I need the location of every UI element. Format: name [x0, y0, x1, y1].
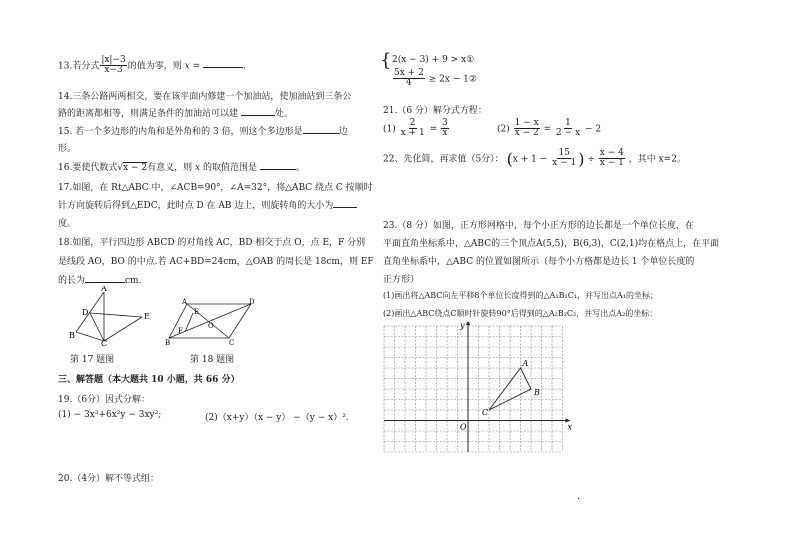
- q22-prefix: 22、先化简，再求值（5分）：: [383, 154, 504, 165]
- question-17-line3: 度。: [58, 219, 77, 229]
- point-label-a: A: [522, 359, 529, 368]
- q21-p2-den1: x − 2: [514, 128, 539, 139]
- grid-axes: [384, 322, 571, 452]
- q14-answer-blank[interactable]: [241, 106, 275, 116]
- fig18-label-f: F: [178, 327, 183, 335]
- q22-op: ÷: [587, 154, 595, 165]
- system-eq2-rhs: ≥ 2x − 1②: [428, 74, 477, 85]
- fig17-segment-ab: [76, 292, 104, 332]
- q14-end: 处。: [274, 109, 293, 119]
- question-22: [383, 149, 686, 169]
- fig18-label-o: O: [208, 322, 214, 330]
- fig18-label-d: D: [249, 298, 255, 306]
- q21-p2-num1: 1 − x: [514, 118, 539, 128]
- section-3-heading: 三、解答题（本大题共 10 小题，共 66 分）: [58, 375, 240, 385]
- q21-p1-frac2: [441, 119, 449, 139]
- question-19-part1: (1) − 3x³+6x²y − 3xy²;: [58, 410, 162, 420]
- q21-p2-den2: 2 − x: [556, 128, 581, 139]
- question-21-part1: [383, 119, 450, 139]
- system-eq2-fraction: [393, 69, 425, 89]
- x-axis-label: x: [567, 422, 573, 432]
- q17-answer-blank[interactable]: [333, 198, 357, 208]
- fig17-label-b: B: [69, 331, 75, 340]
- q21-p2-eq: =: [543, 124, 552, 135]
- fig18-label-e: E: [194, 308, 200, 316]
- q18-unit: cm.: [125, 276, 142, 286]
- q22-num2: x − 4: [599, 148, 624, 158]
- question-23-part1: (1)画出将△ABC向左平移8个单位长度得到的△A₁B₁C₁，并写出点A₁的坐标；: [383, 291, 659, 300]
- q22-frac1: [551, 149, 577, 169]
- question-23-line2: 平面直角坐标系中，△ABC的三个顶点A(5,5)，B(6,3)，C(2,1)均在格点上，在平面: [383, 239, 720, 249]
- question-18-line1: 18.如图，平行四边形 ABCD 的对角线 AC，BD 相交于点 O，点 E，F 分别: [58, 238, 366, 248]
- system-brace: {: [380, 50, 392, 71]
- fig18-label-a: A: [182, 298, 188, 306]
- q15-answer-blank[interactable]: [303, 124, 339, 134]
- q14-text: 路的距离都相等，则满足条件的加油站可以建: [58, 109, 239, 119]
- q21-p2-tail: − 2: [584, 124, 602, 135]
- q13-numerator: |x|−3: [101, 55, 126, 65]
- q22-den2: x − 1: [599, 158, 624, 169]
- y-axis-arrow: [466, 322, 470, 325]
- q21-p2-frac2: [555, 119, 581, 139]
- q21-p1-den2: x: [442, 128, 448, 139]
- question-18-line3: [58, 273, 141, 286]
- figure-17: [62, 286, 162, 346]
- system-eq2: [392, 69, 477, 89]
- q13-fraction: [100, 56, 126, 76]
- q18-answer-blank[interactable]: [85, 273, 125, 283]
- q16-variable: x: [195, 163, 201, 173]
- q22-lparen: (: [506, 149, 513, 169]
- q21-p1-num2: 3: [442, 118, 448, 128]
- q13-variable: x =: [184, 61, 201, 72]
- trailing-dot: ·: [577, 494, 581, 505]
- q21-p1-num1: 2: [409, 118, 416, 128]
- q16-mid: 有意义，则: [147, 163, 193, 173]
- q16-answer-blank[interactable]: [260, 160, 296, 170]
- question-15-line1: [58, 124, 348, 137]
- question-17-line2: [58, 198, 357, 211]
- q16-radicand: x − 2: [123, 163, 148, 173]
- question-14-line2: [58, 106, 293, 119]
- q22-a: x + 1 −: [512, 154, 548, 165]
- question-20-title: 20.（4分）解不等式组：: [58, 474, 160, 484]
- q21-p2-frac1: [514, 119, 540, 139]
- question-23-line1: 23.（8 分）如图，正方形网格中，每个小正方形的边长都是一个单位长度，在: [383, 221, 694, 231]
- system-eq1: 2(x − 3) + 9 > x①: [392, 55, 475, 65]
- q21-p1-den1: x + 1: [400, 128, 425, 139]
- question-18-line2: 是线段 AO，BO 的中点.若 AC+BD=24cm，△OAB 的周长是 18cm，则 EF: [58, 257, 374, 267]
- question-21-title: 21.（6 分）解分式方程：: [383, 106, 487, 116]
- q22-rparen: ): [578, 149, 585, 169]
- q16-post: 的取值范围是: [203, 163, 258, 173]
- fig18-label-b: B: [165, 339, 171, 346]
- q21-p2-label: (2): [497, 124, 510, 135]
- point-label-b: B: [534, 388, 540, 397]
- question-23-line4: 正方形）: [383, 275, 420, 285]
- question-17-line1: 17.如图，在 Rt△ABC 中，∠ACB=90°，∠A=32°，将△ABC 绕点 C 按顺时: [58, 183, 373, 193]
- q22-post: ，其中 x=2。: [628, 154, 686, 165]
- question-15-line2: 形。: [58, 144, 77, 154]
- q18-text: 的长为: [58, 276, 86, 286]
- question-16: [58, 160, 305, 173]
- q22-num1: 15: [558, 148, 570, 158]
- figure-17-caption: 第 17 题图: [70, 355, 115, 365]
- point-label-c: C: [482, 408, 489, 417]
- question-23-part2: (2)画出△ABC绕点C顺时针旋转90°后得到的△A₂B₂C₂，并写出点A₂的坐标：: [383, 309, 658, 318]
- fig17-label-e: E: [144, 312, 150, 321]
- fig18-segment-ef: [185, 313, 193, 332]
- question-21-part2: [497, 119, 601, 139]
- system-eq2-numerator: 5x + 2: [394, 68, 424, 78]
- figure-18-caption: 第 18 题图: [190, 355, 235, 365]
- q13-answer-blank[interactable]: [203, 58, 243, 68]
- question-13: 13.若分式 $\frac{|x|-3}{x-3}$ 的值为零，则 x = .: [58, 55, 246, 76]
- question-14-line1: 14.三条公路两两相交，要在该平面内修建一个加油站，使加油站到三条公: [58, 92, 352, 102]
- fig18-label-c: C: [229, 339, 235, 346]
- question-19-part2: (2)（x+y）（x − y） −（y − x）².: [205, 413, 349, 423]
- q13-suffix: 的值为零，则: [127, 61, 182, 72]
- fig17-label-d: D: [82, 308, 89, 317]
- system-eq2-denominator: 4: [406, 78, 412, 89]
- fig17-label-c: C: [101, 339, 108, 346]
- sqrt-symbol: √: [117, 163, 124, 173]
- q16-prefix: 16.要使代数式: [58, 163, 118, 173]
- q13-denominator: x−3: [104, 65, 123, 76]
- q21-p1-frac1: [400, 119, 426, 139]
- q22-frac2: [599, 149, 625, 169]
- q21-p2-num2: 1: [565, 118, 571, 128]
- origin-label: O: [460, 422, 467, 432]
- question-23-line3: 直角坐标系中，△ABC 的位置如图所示（每个小方格都是边长 1 个单位长度的: [383, 257, 695, 267]
- fig17-segment-de: [90, 313, 142, 317]
- q16-end: 。: [295, 163, 305, 173]
- fig17-label-a: A: [101, 286, 107, 293]
- fig17-segment-ec: [104, 317, 142, 341]
- coordinate-grid: [380, 322, 590, 500]
- q15-end: 边: [338, 127, 348, 137]
- q22-den1: x − 1: [552, 158, 577, 169]
- question-19-title: 19.（6分）因式分解：: [58, 395, 151, 405]
- figure-18: [165, 298, 255, 346]
- y-axis-label: y: [460, 322, 465, 330]
- q17-text: 针方向旋转后得到△EDC，此时点 D 在 AB 边上，则旋转角的大小为: [58, 201, 334, 211]
- q21-p1-label: (1): [383, 124, 396, 135]
- q15-text: 15. 若一个多边形的内角和是外角和的 3 倍，则这个多边形是: [58, 127, 303, 137]
- q13-prefix: 13.若分式: [58, 61, 100, 72]
- q21-p1-eq: =: [429, 124, 438, 135]
